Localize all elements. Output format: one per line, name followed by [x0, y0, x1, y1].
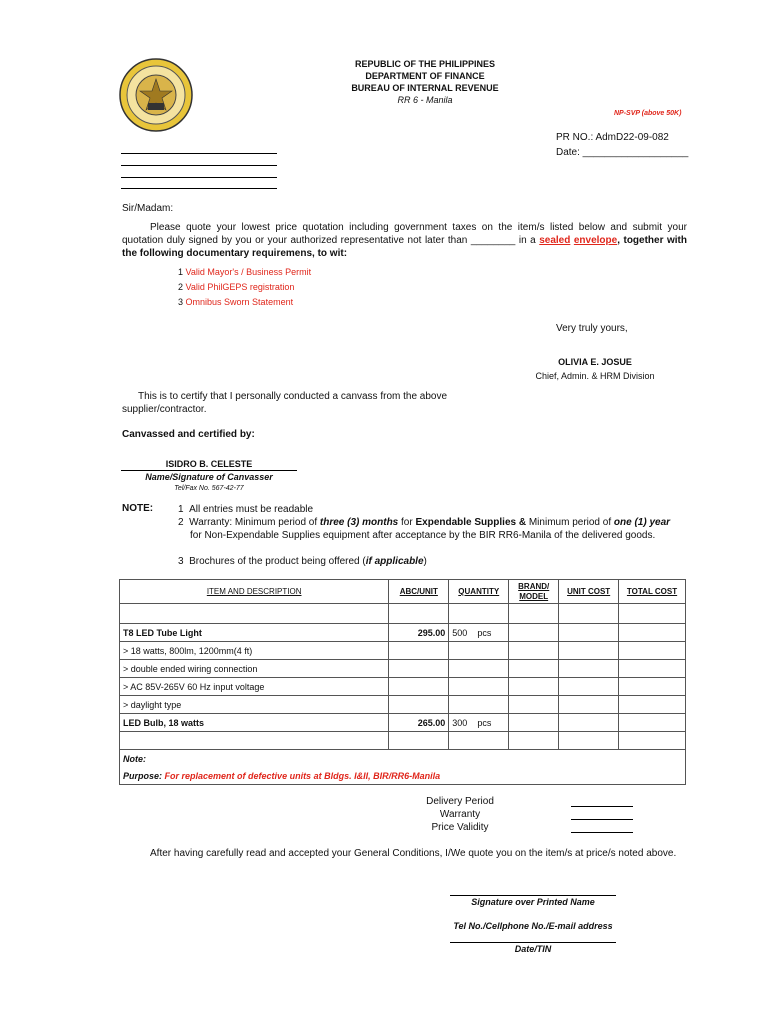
item-desc: > double ended wiring connection — [120, 660, 389, 678]
contact-label: Tel No./Cellphone No./E-mail address — [453, 921, 613, 931]
delivery-period-label: Delivery Period — [426, 796, 494, 807]
item-brand[interactable] — [509, 714, 559, 732]
table-row — [120, 678, 686, 696]
note-item: 1 All entries must be readable — [178, 504, 314, 515]
delivery-period-line[interactable] — [571, 806, 633, 807]
header-quantity: QUANTITY — [449, 580, 509, 604]
table-row — [120, 696, 686, 714]
header-brand: BRAND/ MODEL — [509, 580, 559, 604]
table-note-row — [120, 750, 686, 768]
address-line[interactable] — [121, 177, 277, 178]
pr-number: PR NO.: AdmD22-09-082 — [556, 132, 669, 143]
item-desc: > 18 watts, 800lm, 1200mm(4 ft) — [120, 642, 389, 660]
canvasser-line — [121, 470, 297, 471]
table-row — [120, 604, 686, 624]
item-abc: 265.00 — [389, 714, 449, 732]
envelope-word: envelope — [573, 235, 618, 246]
requirement-item: 1 Valid Mayor's / Business Permit — [178, 267, 312, 277]
date-tin-label: Date/TIN — [514, 944, 552, 954]
date-tin-line[interactable] — [450, 942, 616, 943]
header-total: TOTAL COST — [619, 580, 686, 604]
address-line[interactable] — [121, 188, 277, 189]
item-desc: > AC 85V-265V 60 Hz input voltage — [120, 678, 389, 696]
address-line[interactable] — [121, 165, 277, 166]
requirements-list — [178, 265, 311, 310]
header-abc: ABC/UNIT — [389, 580, 449, 604]
note-item: 2 Warranty: Minimum period of three (3) months for Expendable Supplies & Minimum period of one (1) year — [178, 517, 671, 528]
signature-line[interactable] — [450, 895, 616, 896]
item-name: LED Bulb, 18 watts — [120, 714, 389, 732]
notes-block — [178, 503, 690, 568]
table-row — [120, 732, 686, 750]
item-unit-cost[interactable] — [559, 714, 619, 732]
item-unit-cost[interactable] — [559, 624, 619, 642]
table-row — [120, 642, 686, 660]
note-item-continued: for Non-Expendable Supplies equipment after acceptance by the BIR RR6-Manila of the delivered goods. — [190, 530, 656, 541]
header-department: DEPARTMENT OF FINANCE — [365, 71, 485, 81]
pr-date[interactable]: Date: ___________________ — [556, 147, 689, 158]
items-table — [119, 579, 686, 785]
item-quantity: 300 pcs — [449, 714, 509, 732]
request-text: Please quote your lowest price quotation including government taxes on the item/s listed below and submit your quotation duly signed by you or your authorized representative not later than ________ in a — [122, 222, 687, 246]
np-svp-label: NP-SVP (above 50K) — [614, 110, 682, 117]
item-name: T8 LED Tube Light — [120, 624, 389, 642]
salutation: Sir/Madam: — [122, 203, 174, 214]
note-label: NOTE: — [122, 503, 154, 514]
header-unit-cost: UNIT COST — [559, 580, 619, 604]
sealed-word: sealed — [539, 235, 571, 246]
warranty-label: Warranty — [439, 809, 481, 820]
warranty-line[interactable] — [571, 819, 633, 820]
header-bureau: BUREAU OF INTERNAL REVENUE — [351, 83, 499, 93]
item-desc: > daylight type — [120, 696, 389, 714]
signature-label: Signature over Printed Name — [471, 897, 595, 907]
header-item: ITEM AND DESCRIPTION — [120, 580, 389, 604]
note-item: 3 Brochures of the product being offered (if applicable) — [178, 556, 427, 567]
item-total[interactable] — [619, 714, 686, 732]
price-validity-line[interactable] — [571, 832, 633, 833]
address-line[interactable] — [121, 153, 277, 154]
signatory-name: OLIVIA E. JOSUE — [558, 357, 632, 367]
canvassed-label: Canvassed and certified by: — [122, 429, 255, 440]
request-text-bold: , together with the following documentary requiremens, to wit: — [122, 235, 687, 259]
header-region: RR 6 - Manila — [397, 95, 453, 105]
table-row — [120, 714, 686, 732]
acceptance-text: After having carefully read and accepted your General Conditions, I/We quote you on the item/s at price/s noted above. — [150, 848, 677, 859]
item-brand[interactable] — [509, 624, 559, 642]
certify-text: This is to certify that I personally conducted a canvass from the above supplier/contractor. — [122, 391, 448, 415]
canvasser-name: ISIDRO B. CELESTE — [165, 459, 253, 469]
signatory-title: Chief, Admin. & HRM Division — [535, 371, 655, 381]
table-row — [120, 660, 686, 678]
canvasser-label: Name/Signature of Canvasser — [145, 472, 273, 482]
canvasser-tel: Tel/Fax No. 567-42-77 — [174, 485, 244, 492]
request-paragraph — [122, 221, 687, 260]
terms-block — [410, 795, 510, 834]
table-purpose: Purpose: For replacement of defective units at Bldgs. I&II, BIR/RR6-Manila — [120, 767, 686, 785]
requirement-item: 3 Omnibus Sworn Statement — [178, 297, 294, 307]
price-validity-label: Price Validity — [431, 822, 489, 833]
header-republic: REPUBLIC OF THE PHILIPPINES — [354, 59, 495, 69]
closing: Very truly yours, — [556, 323, 628, 334]
table-row — [120, 624, 686, 642]
table-purpose-row — [120, 767, 686, 785]
requirement-item: 2 Valid PhilGEPS registration — [178, 282, 295, 292]
item-quantity: 500 pcs — [449, 624, 509, 642]
item-abc: 295.00 — [389, 624, 449, 642]
bir-seal-logo — [118, 57, 194, 133]
item-total[interactable] — [619, 624, 686, 642]
table-header-row — [120, 580, 686, 604]
table-note-label: Note: — [120, 750, 686, 768]
